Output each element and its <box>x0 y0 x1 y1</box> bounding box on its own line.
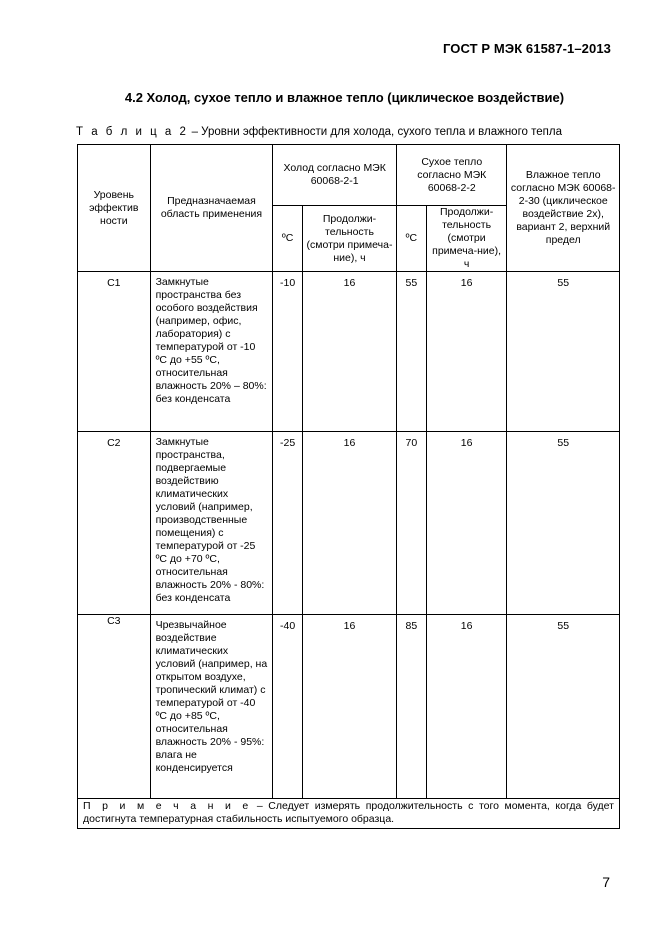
standard-code: ГОСТ Р МЭК 61587-1–2013 <box>443 41 611 56</box>
dry-temp-cell: 85 <box>397 615 427 799</box>
note-text: – Следует измерять продолжительность с того момента, когда будет достигнута температурная стабильность испытуемого образца. <box>83 800 614 825</box>
header-dry-duration: Продолжи-тельность (смотри примеча-ние), ч <box>426 206 507 272</box>
level-cell: С1 <box>78 272 151 432</box>
table-note-row <box>78 799 620 829</box>
cold-duration-cell: 16 <box>302 432 396 615</box>
damp-cell: 55 <box>507 615 620 799</box>
dry-temp-cell: 55 <box>397 272 427 432</box>
area-cell: Чрезвычайное воздействие климатических условий (например, на открытом воздухе, тропический климат) с температурой от -40 ºС до +85 ºС, относительная влажность 20% - 95%: влага не конденсируется <box>150 615 273 799</box>
area-cell: Замкнутые пространства, подвергаемые воздействию климатических условий (например, производственные помещения) с температурой от -25 ºС до +70 ºС, относительная влажность 20% - 80%: без конденсата <box>150 432 273 615</box>
header-application-area: Предназначаемая область применения <box>150 145 273 272</box>
table-caption-label: Т а б л и ц а 2 <box>76 126 189 138</box>
damp-cell: 55 <box>507 272 620 432</box>
header-cold-duration: Продолжи-тельность (смотри примеча-ние), ч <box>302 206 396 272</box>
dry-duration-cell: 16 <box>426 272 507 432</box>
cold-duration-cell: 16 <box>302 272 396 432</box>
performance-levels-table <box>77 144 620 829</box>
header-dry-heat: Сухое тепло согласно МЭК 60068-2-2 <box>397 145 507 206</box>
note-label: П р и м е ч а н и е <box>83 800 252 812</box>
table-row <box>78 272 620 432</box>
header-cold-temp: ºС <box>273 206 303 272</box>
header-dry-temp: ºС <box>397 206 427 272</box>
table-caption-text: – Уровни эффективности для холода, сухого тепла и влажного тепла <box>188 126 562 138</box>
table-row <box>78 615 620 799</box>
section-title: 4.2 Холод, сухое тепло и влажное тепло (циклическое воздействие) <box>124 90 565 105</box>
table-row <box>78 432 620 615</box>
page-number: 7 <box>602 874 610 890</box>
level-cell: С2 <box>78 432 151 615</box>
header-level: Уровень эффектив ности <box>78 145 151 272</box>
dry-duration-cell: 16 <box>426 615 507 799</box>
table-caption <box>76 126 562 138</box>
cold-temp-cell: -40 <box>273 615 303 799</box>
cold-duration-cell: 16 <box>302 615 396 799</box>
cold-temp-cell: -25 <box>273 432 303 615</box>
table-note <box>78 799 620 829</box>
header-cold: Холод согласно МЭК 60068-2-1 <box>273 145 397 206</box>
level-cell: С3 <box>78 615 151 799</box>
damp-cell: 55 <box>507 432 620 615</box>
dry-duration-cell: 16 <box>426 432 507 615</box>
area-cell: Замкнутые пространства без особого воздействия (например, офис, лаборатория) с температурой от -10 ºС до +55 ºС, относительная влажность 20% – 80%: без конденсата <box>150 272 273 432</box>
cold-temp-cell: -10 <box>273 272 303 432</box>
header-damp-heat: Влажное тепло согласно МЭК 60068-2-30 (циклическое воздействие 2х), вариант 2, верхний предел <box>507 145 620 272</box>
dry-temp-cell: 70 <box>397 432 427 615</box>
